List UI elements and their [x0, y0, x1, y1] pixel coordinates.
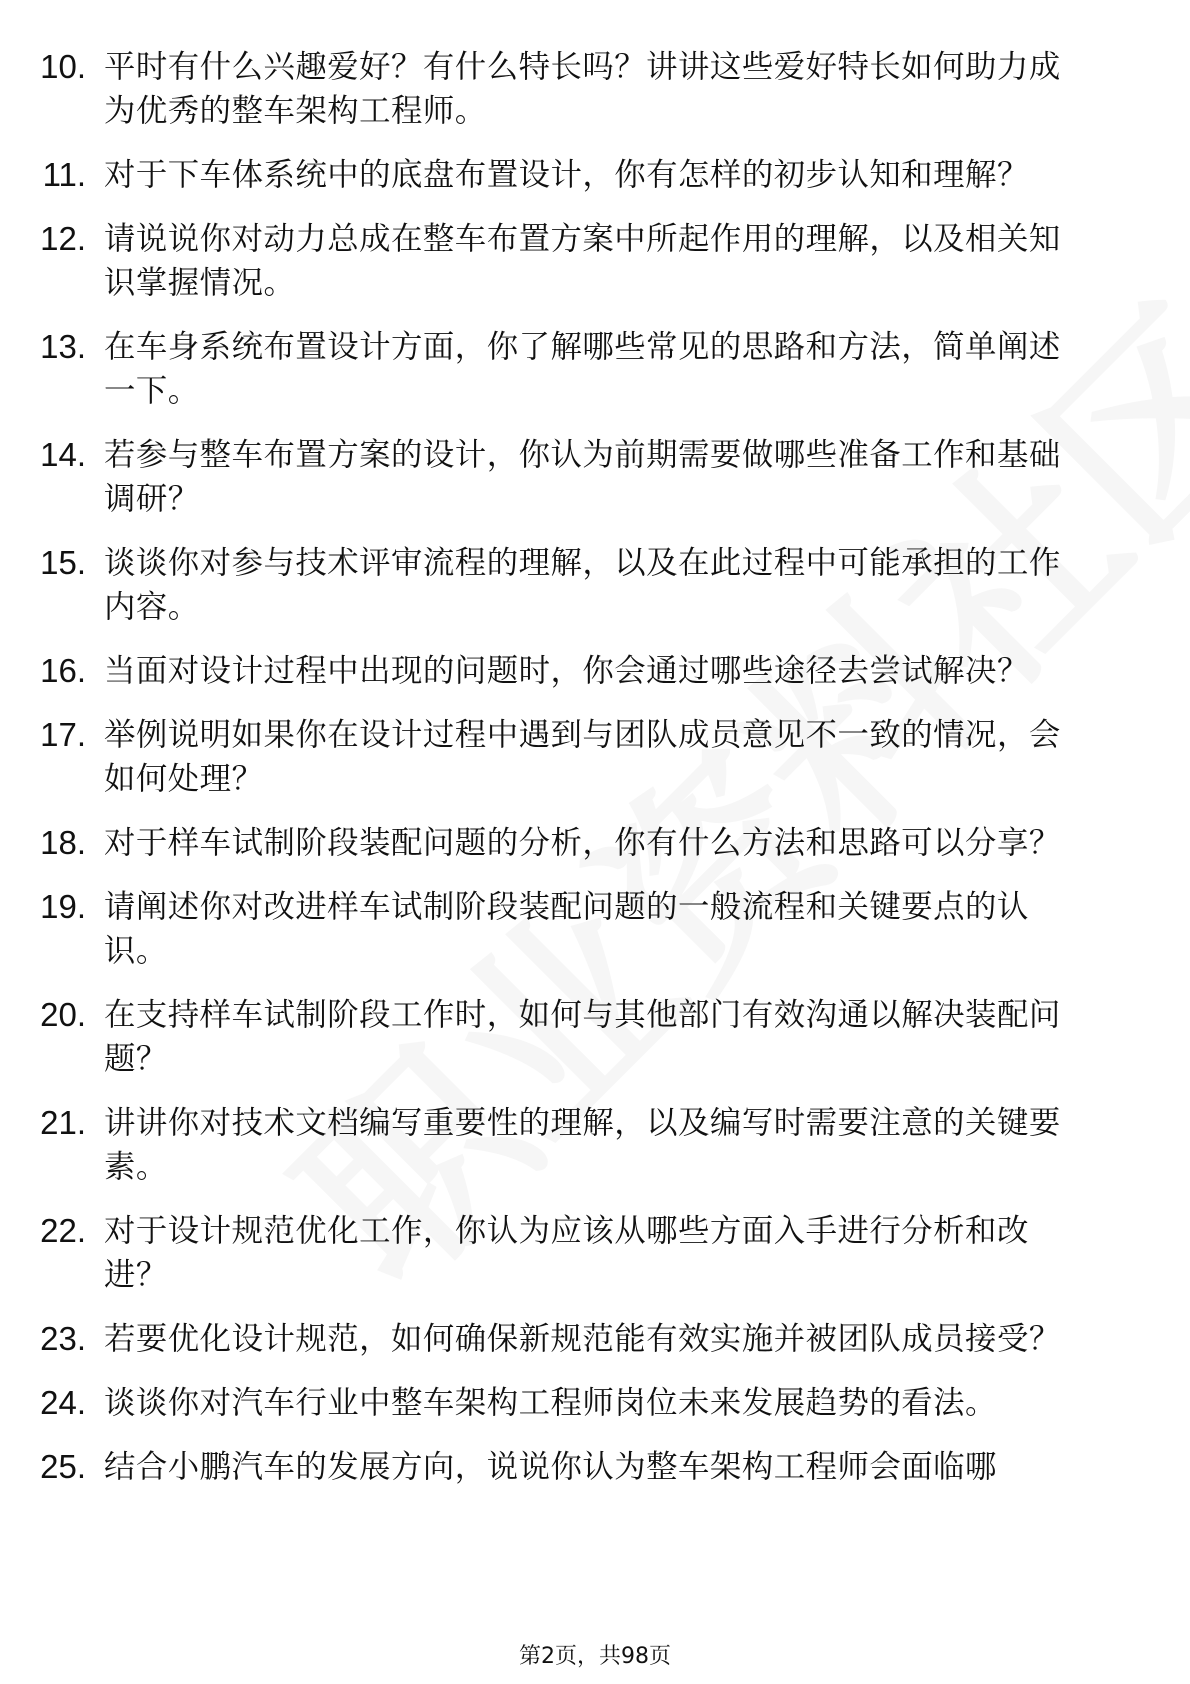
question-item [0, 993, 1190, 1081]
question-text: 对于样车试制阶段装配问题的分析，你有什么方法和思路可以分享？ [104, 825, 1061, 861]
question-item [0, 1209, 1190, 1297]
question-text: 在支持样车试制阶段工作时，如何与其他部门有效沟通以解决装配问题？ [104, 997, 1061, 1077]
question-item [0, 325, 1190, 413]
question-number: 23. [40, 1320, 86, 1357]
question-text: 请阐述你对改进样车试制阶段装配问题的一般流程和关键要点的认识。 [104, 889, 1029, 969]
question-number: 22. [40, 1212, 86, 1249]
question-item [0, 649, 1190, 693]
question-text: 若要优化设计规范，如何确保新规范能有效实施并被团队成员接受？ [104, 1321, 1061, 1357]
question-text: 当面对设计过程中出现的问题时，你会通过哪些途径去尝试解决？ [104, 653, 1029, 689]
question-list [0, 45, 1190, 1509]
question-number: 21. [40, 1104, 86, 1141]
question-text: 结合小鹏汽车的发展方向，说说你认为整车架构工程师会面临哪 [104, 1449, 997, 1485]
question-item [0, 153, 1190, 197]
question-item [0, 713, 1190, 801]
question-text: 请说说你对动力总成在整车布置方案中所起作用的理解，以及相关知识掌握情况。 [104, 221, 1061, 301]
question-item [0, 217, 1190, 305]
question-item [0, 1381, 1190, 1425]
question-item [0, 885, 1190, 973]
question-number: 25. [40, 1448, 86, 1485]
question-number: 16. [40, 652, 86, 689]
question-text: 谈谈你对参与技术评审流程的理解，以及在此过程中可能承担的工作内容。 [104, 545, 1061, 625]
question-text: 平时有什么兴趣爱好？有什么特长吗？讲讲这些爱好特长如何助力成为优秀的整车架构工程师。 [104, 49, 1061, 129]
question-item [0, 1101, 1190, 1189]
question-number: 12. [40, 220, 86, 257]
question-text: 若参与整车布置方案的设计，你认为前期需要做哪些准备工作和基础调研？ [104, 437, 1061, 517]
question-item [0, 1317, 1190, 1361]
question-number: 20. [40, 996, 86, 1033]
question-number: 19. [40, 888, 86, 925]
question-number: 17. [40, 716, 86, 753]
question-text: 对于下车体系统中的底盘布置设计，你有怎样的初步认知和理解？ [104, 157, 1029, 193]
question-number: 14. [40, 436, 86, 473]
question-number: 10. [40, 48, 86, 85]
question-text: 对于设计规范优化工作，你认为应该从哪些方面入手进行分析和改进？ [104, 1213, 1029, 1293]
question-number: 24. [40, 1384, 86, 1421]
question-number: 13. [40, 328, 86, 365]
question-item [0, 45, 1190, 133]
question-item [0, 541, 1190, 629]
question-number: 18. [40, 824, 86, 861]
question-item [0, 821, 1190, 865]
question-text: 谈谈你对汽车行业中整车架构工程师岗位未来发展趋势的看法。 [104, 1385, 997, 1421]
question-item [0, 433, 1190, 521]
question-number: 11. [42, 156, 86, 193]
page-footer: 第2页，共98页 [519, 1644, 671, 1669]
question-text: 举例说明如果你在设计过程中遇到与团队成员意见不一致的情况，会如何处理？ [104, 717, 1061, 797]
question-text: 讲讲你对技术文档编写重要性的理解，以及编写时需要注意的关键要素。 [104, 1105, 1061, 1185]
question-text: 在车身系统布置设计方面，你了解哪些常见的思路和方法，简单阐述一下。 [104, 329, 1061, 409]
question-item [0, 1445, 1190, 1489]
question-number: 15. [40, 544, 86, 581]
